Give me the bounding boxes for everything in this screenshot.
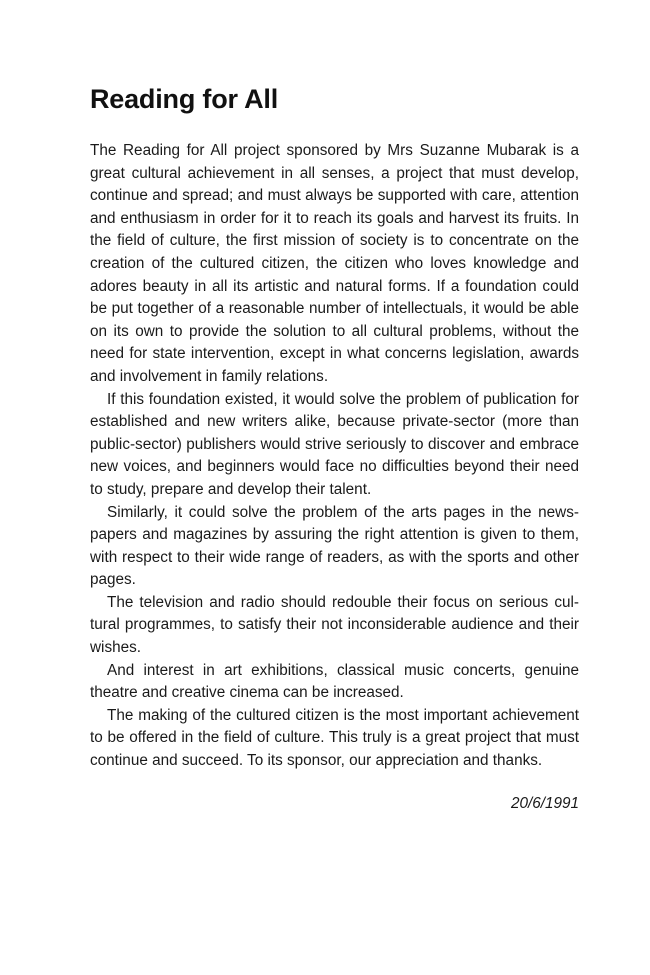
paragraph-5: And interest in art exhibitions, classical music concerts, genuine theatre and creative cinema can be increased. [90, 661, 579, 702]
paragraph-6: The making of the cultured citizen is the most important achievement to be offered in the field of culture. This truly is a great project that must continue and succeed. To its sponsor, our appreciation and thanks. [90, 706, 579, 770]
page-title: Reading for All [90, 84, 279, 114]
article-body [90, 140, 579, 773]
paragraph-1: The Reading for All project sponsored by Mrs Suzanne Mubarak is a great cultural achievement in all senses, a project that must develop, continue and spread; and must always be supported with care, attention and enthusiasm in order for it to reach its goals and harvest its fruits. In the field of culture, the first mission of society is to concentrate on the creation of the cultured citizen, the citizen who loves knowledge and adores beauty in all its artistic and natural forms. If a foundation could be put together of a reasonable number of intellectuals, it would be able on its own to provide the solution to all cultural problems, without the need for state intervention, except in what concerns legislation, awards and involvement in family relations. [90, 142, 579, 385]
document-page [90, 82, 579, 815]
paragraph-3: Similarly, it could solve the problem of the arts pages in the newspapers and magazines by assuring the right attention is given to them, with respect to their wide range of readers, as with the sports and other pages. [90, 503, 579, 589]
date-line: 20/6/1991 [510, 794, 579, 812]
paragraph-2: If this foundation existed, it would solve the problem of publication for established and new writers alike, because private-sector (more than public-sector) publishers would strive seriously to discover and embrace new voices, and beginners would face no difficulties beyond their need to study, prepare and develop their talent. [90, 390, 579, 498]
paragraph-4: The television and radio should redouble their focus on serious cultural programmes, to satisfy their not inconsiderable audience and their wishes. [90, 593, 579, 657]
